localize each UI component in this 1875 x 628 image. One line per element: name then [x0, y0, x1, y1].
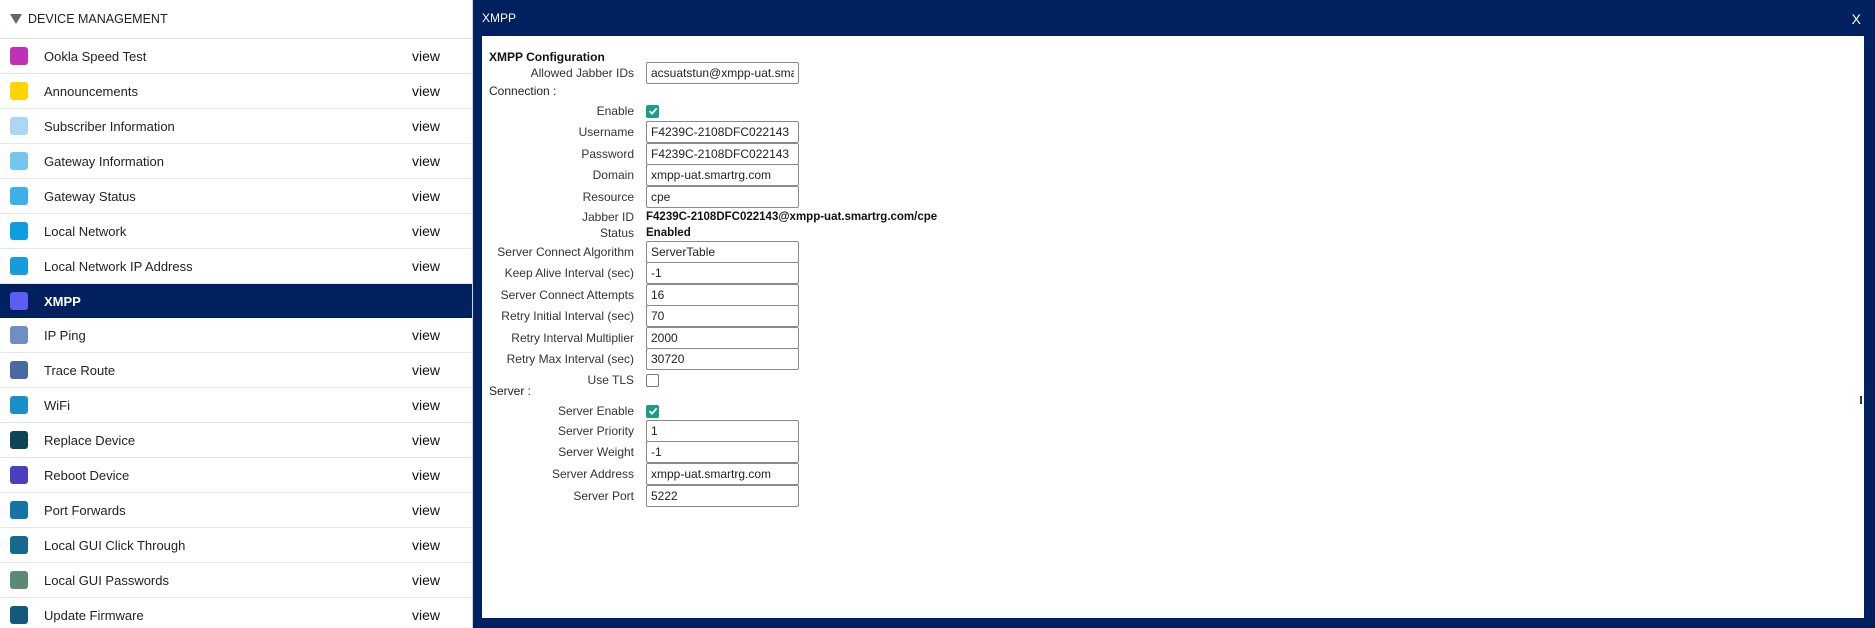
view-link[interactable]: view — [412, 607, 441, 623]
allowed-jabber-ids-input[interactable] — [646, 62, 799, 84]
announcements-icon — [10, 82, 28, 100]
retry-initial-interval-row — [482, 305, 1122, 327]
view-link[interactable]: view — [412, 537, 441, 553]
sidebar-item-update-firmware[interactable] — [0, 598, 472, 628]
sidebar-item-reboot-device[interactable] — [0, 458, 472, 493]
server-port-row — [482, 485, 1122, 507]
server-enable-label: Server Enable — [557, 404, 634, 418]
sidebar-item-gateway-status[interactable] — [0, 179, 472, 214]
local-gui-passwords-icon — [10, 571, 28, 589]
jabber-id-label: Jabber ID — [581, 210, 634, 224]
retry-max-interval-label: Retry Max Interval (sec) — [506, 352, 634, 366]
sidebar-item-announcements[interactable] — [0, 74, 472, 109]
sidebar-item-port-forwards[interactable] — [0, 493, 472, 528]
sidebar-item-ookla-speed-test[interactable] — [0, 39, 472, 74]
sidebar-item-label: Port Forwards — [44, 502, 126, 518]
domain-input[interactable] — [646, 164, 799, 186]
view-link[interactable]: view — [412, 188, 441, 204]
server-address-label: Server Address — [551, 467, 634, 481]
view-link[interactable]: view — [412, 118, 441, 134]
server-port-label: Server Port — [573, 489, 634, 503]
retry-initial-interval-input[interactable] — [646, 305, 799, 327]
keep-alive-interval-input[interactable] — [646, 262, 799, 284]
sidebar-item-label: Replace Device — [44, 432, 136, 448]
modal-title: XMPP — [482, 11, 517, 25]
server-connect-algorithm-input[interactable] — [646, 241, 799, 263]
sidebar-item-label: Gateway Information — [44, 153, 164, 169]
resource-row — [482, 186, 1122, 208]
ookla-speed-test-icon — [10, 47, 28, 65]
device-management-panel — [0, 0, 473, 628]
view-link[interactable]: view — [412, 432, 441, 448]
sidebar-item-local-network[interactable] — [0, 214, 472, 249]
server-priority-input[interactable] — [646, 420, 799, 442]
sidebar-item-label: Announcements — [44, 83, 138, 99]
retry-max-interval-row — [482, 348, 1122, 370]
server-connect-algorithm-label: Server Connect Algorithm — [497, 245, 634, 259]
sidebar-item-trace-route[interactable] — [0, 353, 472, 388]
username-row — [482, 121, 1122, 143]
enable-label: Enable — [596, 104, 634, 118]
keep-alive-interval-label: Keep Alive Interval (sec) — [504, 266, 634, 280]
server-enable-row — [482, 400, 1122, 422]
view-link[interactable]: view — [412, 467, 441, 483]
server-enable-checkbox[interactable] — [646, 405, 659, 418]
retry-initial-interval-label: Retry Initial Interval (sec) — [501, 309, 634, 323]
view-link[interactable]: view — [412, 362, 441, 378]
local-network-icon — [10, 222, 28, 240]
sidebar-item-label: Local Network — [44, 223, 127, 239]
view-link[interactable]: view — [412, 223, 441, 239]
keep-alive-interval-row — [482, 262, 1122, 284]
scrollbar-marker[interactable] — [1860, 396, 1862, 404]
update-firmware-icon — [10, 606, 28, 624]
allowed-jabber-ids-label: Allowed Jabber IDs — [530, 66, 634, 80]
sidebar-item-subscriber-information[interactable] — [0, 109, 472, 144]
domain-row — [482, 164, 1122, 186]
sidebar-item-local-gui-passwords[interactable] — [0, 563, 472, 598]
server-address-row — [482, 463, 1122, 485]
gateway-information-icon — [10, 152, 28, 170]
replace-device-icon — [10, 431, 28, 449]
reboot-device-icon — [10, 466, 28, 484]
ip-ping-icon — [10, 326, 28, 344]
view-link[interactable]: view — [412, 502, 441, 518]
sidebar-item-label: Reboot Device — [44, 467, 130, 483]
trace-route-icon — [10, 361, 28, 379]
sidebar-item-xmpp[interactable] — [0, 284, 472, 318]
allowed-jabber-ids-row — [482, 62, 1122, 84]
section-title: DEVICE MANAGEMENT — [28, 12, 168, 26]
server-connect-algorithm-row — [482, 241, 1122, 263]
local-network-ip-address-icon — [10, 257, 28, 275]
use-tls-label: Use TLS — [587, 373, 634, 387]
view-link[interactable]: view — [412, 83, 441, 99]
modal-scrollbar[interactable] — [1856, 36, 1864, 618]
sidebar-item-label: IP Ping — [44, 327, 86, 343]
view-link[interactable]: view — [412, 258, 441, 274]
jabber-id-value: F4239C-2108DFC022143@xmpp-uat.smartrg.com/cpe — [646, 211, 938, 223]
sidebar-item-label: Local Network IP Address — [44, 258, 193, 274]
sidebar-item-label: Ookla Speed Test — [44, 48, 147, 64]
sidebar-item-label: WiFi — [44, 397, 70, 413]
domain-label: Domain — [592, 168, 634, 182]
sidebar-item-local-network-ip-address[interactable] — [0, 249, 472, 284]
server-weight-row — [482, 441, 1122, 463]
username-label: Username — [578, 125, 634, 139]
menu-list — [0, 39, 472, 628]
view-link[interactable]: view — [412, 327, 441, 343]
status-label: Status — [599, 226, 634, 240]
gateway-status-icon — [10, 187, 28, 205]
sidebar-item-label: Local GUI Passwords — [44, 572, 169, 588]
sidebar-item-ip-ping[interactable] — [0, 318, 472, 353]
retry-max-interval-input[interactable] — [646, 348, 799, 370]
subscriber-information-icon — [10, 117, 28, 135]
xmpp-icon — [10, 292, 28, 310]
xmpp-modal — [473, 0, 1875, 628]
modal-titlebar — [473, 0, 1875, 36]
server-connect-attempts-input[interactable] — [646, 284, 799, 306]
retry-interval-multiplier-input[interactable] — [646, 327, 799, 349]
retry-interval-multiplier-label: Retry Interval Multiplier — [511, 331, 634, 345]
username-input[interactable] — [646, 121, 799, 143]
sidebar-item-label: Gateway Status — [44, 188, 136, 204]
view-link[interactable]: view — [412, 153, 441, 169]
server-priority-row — [482, 420, 1122, 442]
sidebar-item-local-gui-click-through[interactable] — [0, 528, 472, 563]
wifi-icon — [10, 396, 28, 414]
server-connect-attempts-row — [482, 284, 1122, 306]
checkmark-icon — [648, 106, 658, 116]
server-connect-attempts-label: Server Connect Attempts — [500, 288, 634, 302]
sidebar-item-wifi[interactable] — [0, 388, 472, 423]
sidebar-item-label: Update Firmware — [44, 607, 144, 623]
enable-row — [482, 100, 1122, 122]
sidebar-item-label: XMPP — [44, 293, 81, 309]
sidebar-item-label: Local GUI Click Through — [44, 537, 186, 553]
sidebar-item-label: Subscriber Information — [44, 118, 175, 134]
server-port-input[interactable] — [646, 485, 799, 507]
password-label: Password — [581, 147, 634, 161]
connection-group-title: Connection : — [489, 84, 557, 98]
status-value: Enabled — [646, 227, 691, 239]
server-address-input[interactable] — [646, 463, 799, 485]
collapse-triangle-icon[interactable] — [10, 14, 22, 24]
password-input[interactable] — [646, 143, 799, 165]
view-link[interactable]: view — [412, 397, 441, 413]
sidebar-item-gateway-information[interactable] — [0, 144, 472, 179]
password-row — [482, 143, 1122, 165]
resource-label: Resource — [582, 190, 634, 204]
use-tls-checkbox[interactable] — [646, 374, 659, 387]
sidebar-item-label: Trace Route — [44, 362, 116, 378]
port-forwards-icon — [10, 501, 28, 519]
close-icon[interactable]: X — [1851, 11, 1861, 27]
view-link[interactable]: view — [412, 48, 441, 64]
server-group-title: Server : — [489, 384, 532, 398]
use-tls-row — [482, 369, 1122, 391]
section-header-device-management[interactable] — [0, 0, 472, 39]
server-priority-label: Server Priority — [557, 424, 634, 438]
server-weight-input[interactable] — [646, 441, 799, 463]
resource-input[interactable] — [646, 186, 799, 208]
retry-interval-multiplier-row — [482, 327, 1122, 349]
checkmark-icon — [648, 406, 658, 416]
sidebar-item-replace-device[interactable] — [0, 423, 472, 458]
view-link[interactable]: view — [412, 572, 441, 588]
local-gui-click-through-icon — [10, 536, 28, 554]
config-title: XMPP Configuration — [489, 50, 605, 64]
modal-body — [482, 36, 1864, 618]
server-weight-label: Server Weight — [558, 445, 634, 459]
enable-checkbox[interactable] — [646, 105, 659, 118]
